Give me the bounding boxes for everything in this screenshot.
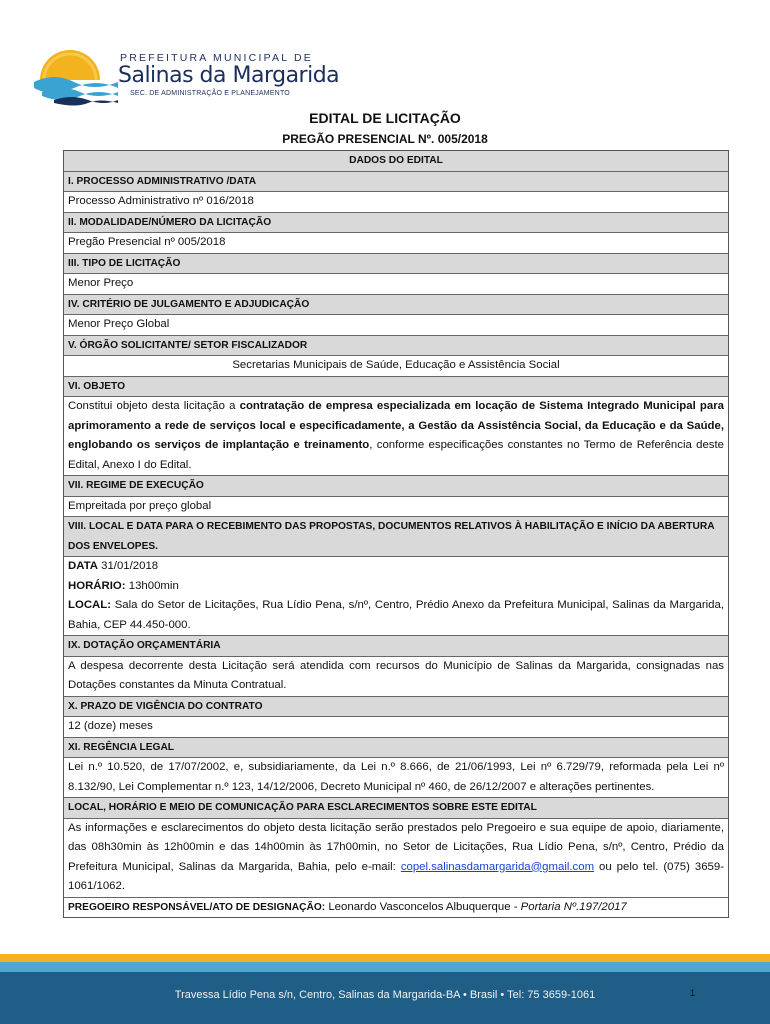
section-heading: IX. DOTAÇÃO ORÇAMENTÁRIA <box>64 635 728 656</box>
section-value: Lei n.º 10.520, de 17/07/2002, e, subsidiariamente, da Lei n.º 8.666, de 21/06/1993, Lei nº 6.729/79, reformada pela Lei nº 8.132/90, Lei Complementar n.º 123, 14/12/2006, Decreto Municipal nº 460, de 26/12/2007 e alterações pertinentes. <box>64 757 728 797</box>
section-value: 12 (doze) meses <box>64 716 728 737</box>
prefeitura-logo <box>34 36 340 106</box>
section-heading: XI. REGÊNCIA LEGAL <box>64 737 728 758</box>
section-heading: III. TIPO DE LICITAÇÃO <box>64 253 728 274</box>
section-value: Menor Preço Global <box>64 314 728 335</box>
data-value: 31/01/2018 <box>97 560 159 572</box>
footer-address: Travessa Lídio Pena s/n, Centro, Salinas da Margarida-BA • Brasil • Tel: 75 3659-1061 <box>174 989 596 1001</box>
pregoeiro-name: Leonardo Vasconcelos Albuquerque - <box>325 900 521 913</box>
section-value: Empreitada por preço global <box>64 496 728 517</box>
portaria-ref: Portaria Nº.197/2017 <box>520 900 627 913</box>
esclarecimentos-text: As informações e esclarecimentos do objeto desta licitação serão prestados pelo Pregoeiro e sua equipe de apoio, diariamente, das 08h30min às 12h00min e das 14h00min às 17h00min, no Setor de Licitações, Rua Lídio Pena, s/nº, Centro, Prédio da Prefeitura Municipal, Salinas da Margarida, Bahia, pelo e-mail: <box>68 821 724 873</box>
section-heading: VII. REGIME DE EXECUÇÃO <box>64 475 728 496</box>
section-heading: LOCAL, HORÁRIO E MEIO DE COMUNICAÇÃO PARA ESCLARECIMENTOS SOBRE ESTE EDITAL <box>64 797 728 818</box>
section-heading: X. PRAZO DE VIGÊNCIA DO CONTRATO <box>64 696 728 717</box>
section-value-objeto <box>64 396 728 475</box>
esclarecimentos-tel: ou pelo tel. (075) 3659-1061/1062. <box>68 860 725 892</box>
document-subtitle: PREGÃO PRESENCIAL Nº. 005/2018 <box>282 132 488 146</box>
local-value: Sala do Setor de Licitações, Rua Lídio Pena, s/nº, Centro, Prédio Anexo da Prefeitura Municipal, Salinas da Margarida, Bahia, CEP 44.450-000. <box>68 599 724 631</box>
section-heading: IV. CRITÉRIO DE JULGAMENTO E ADJUDICAÇÃO <box>64 294 728 315</box>
edital-data-table <box>63 150 729 918</box>
section-heading: II. MODALIDADE/NÚMERO DA LICITAÇÃO <box>64 212 728 233</box>
document-title: EDITAL DE LICITAÇÃO <box>309 110 461 126</box>
section-heading: V. ÓRGÃO SOLICITANTE/ SETOR FISCALIZADOR <box>64 335 728 356</box>
section-value: Pregão Presencial nº 005/2018 <box>64 232 728 253</box>
objeto-bold: contratação de empresa especializada em locação de Sistema Integrado Municipal para aprimoramento a rede de serviços local e especificadamente, a Gestão da Assistência Social, da Educação e da Saúde, englobando os serviços de implantação e treinamento <box>68 400 724 451</box>
section-value: A despesa decorrente desta Licitação será atendida com recursos do Município de Salinas da Margarida, consignadas nas Dotações constantes da Minuta Contratual. <box>64 656 728 696</box>
objeto-intro: Constitui objeto desta licitação a <box>68 400 240 412</box>
footer-band-light-blue <box>0 962 770 972</box>
section-heading: VI. OBJETO <box>64 376 728 397</box>
section-value: Menor Preço <box>64 273 728 294</box>
table-header: DADOS DO EDITAL <box>64 151 728 171</box>
logo-line-secretaria: SEC. DE ADMINISTRAÇÃO E PLANEJAMENTO <box>130 90 290 97</box>
horario-line <box>68 577 724 597</box>
section-value: Processo Administrativo nº 016/2018 <box>64 191 728 212</box>
logo-line-prefeitura: PREFEITURA MUNICIPAL DE <box>120 52 313 64</box>
section-value-local-data <box>64 556 728 635</box>
objeto-tail: , conforme especificações constantes no Termo de Referência deste Edital, Anexo I do Edital. <box>68 439 724 471</box>
pregoeiro-row <box>64 897 728 918</box>
data-line <box>68 557 724 577</box>
logo-line-salinas: Salinas da Margarida <box>118 63 340 88</box>
section-value: Secretarias Municipais de Saúde, Educação e Assistência Social <box>64 355 728 376</box>
footer-band-yellow <box>0 954 770 962</box>
page-number: 1 <box>690 988 696 998</box>
section-heading: VIII. LOCAL E DATA PARA O RECEBIMENTO DAS PROPOSTAS, DOCUMENTOS RELATIVOS À HABILITAÇÃO E INÍCIO DA ABERTURA DOS ENVELOPES. <box>64 516 728 556</box>
local-line <box>68 596 724 635</box>
section-value-esclarecimentos <box>64 818 728 897</box>
horario-value: 13h00min <box>125 579 179 592</box>
sun-wave-logo-icon <box>34 36 120 106</box>
section-heading: I. PROCESSO ADMINISTRATIVO /DATA <box>64 171 728 192</box>
local-label: LOCAL: <box>68 599 112 611</box>
data-label: DATA <box>68 560 98 572</box>
email-link[interactable]: copel.salinasdamargarida@gmail.com <box>400 860 595 873</box>
horario-label: HORÁRIO: <box>68 579 126 592</box>
pregoeiro-label: PREGOEIRO RESPONSÁVEL/ATO DE DESIGNAÇÃO: <box>68 901 326 913</box>
